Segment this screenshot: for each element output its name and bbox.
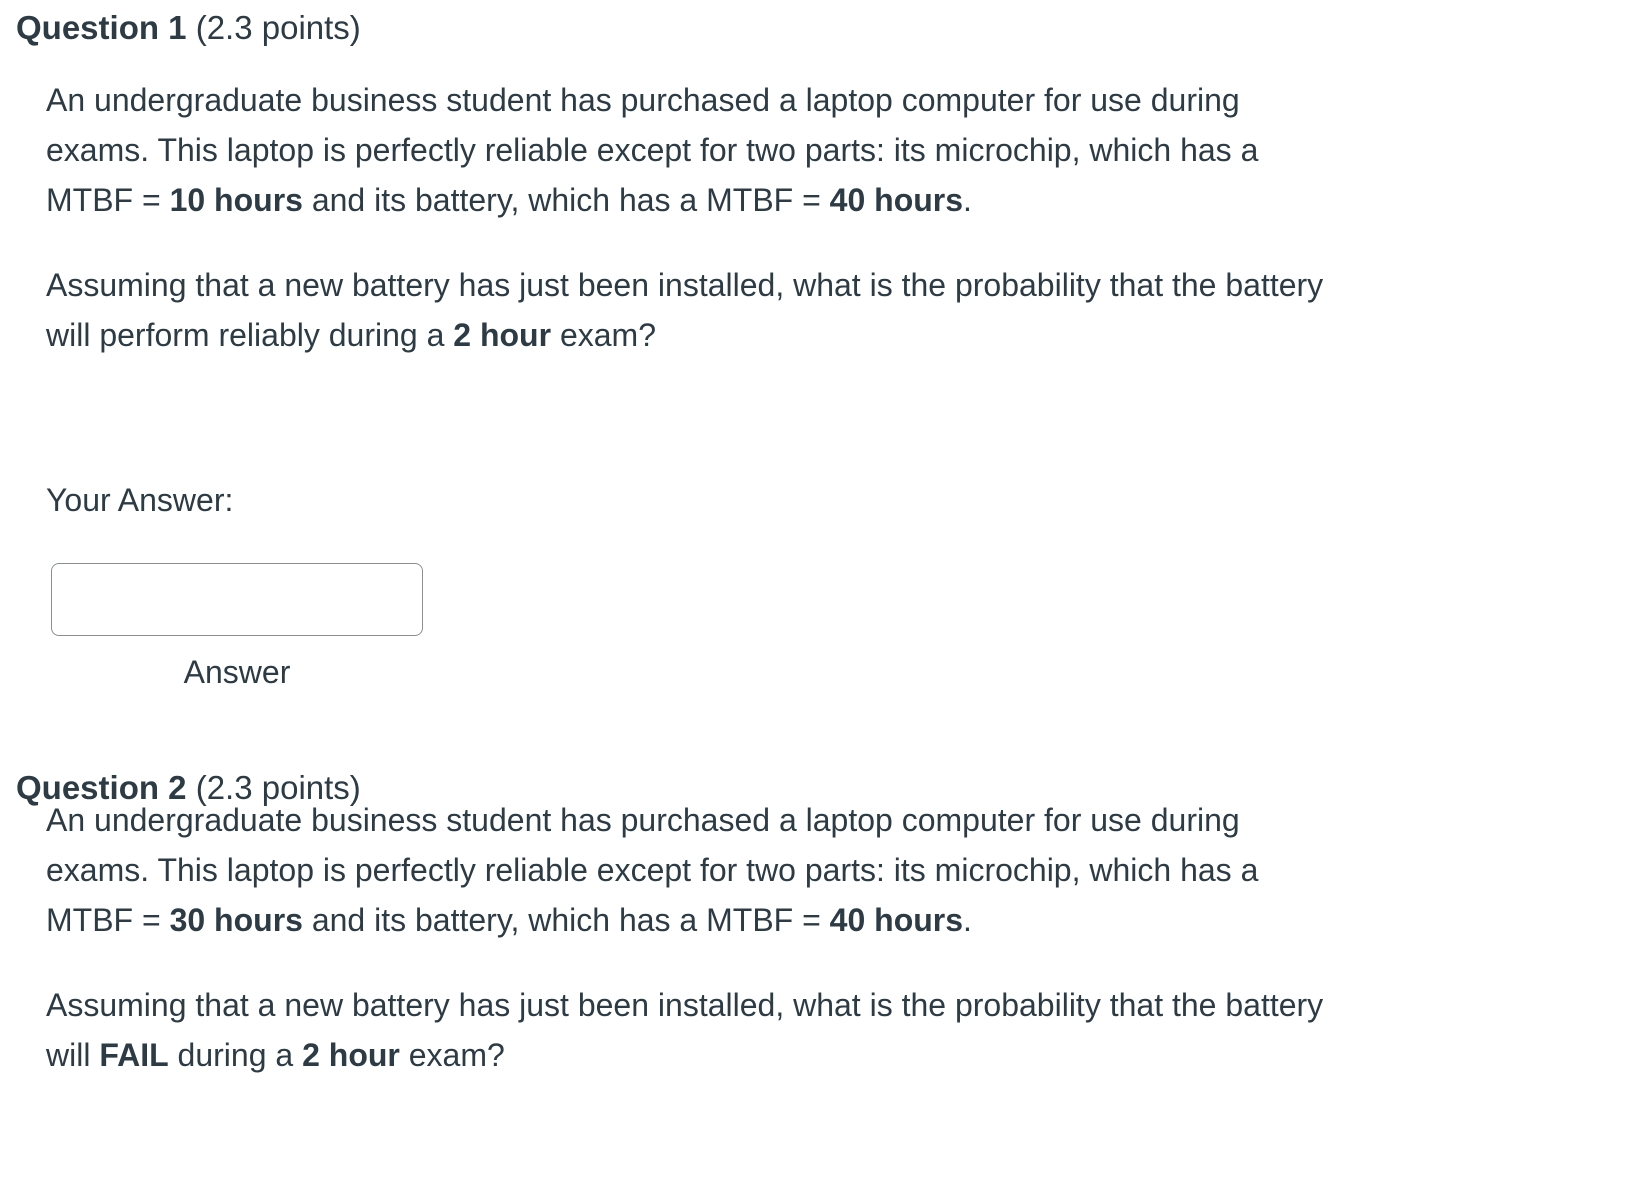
question-1-battery-mtbf: 40 hours <box>829 182 964 218</box>
question-1-paragraph-2 <box>46 260 1336 360</box>
question-2-text: Assuming that a new battery has just been installed, what is the probability that the battery will <box>46 987 1324 1073</box>
question-2-chip-mtbf: 30 hours <box>169 902 303 938</box>
question-2-text: during a <box>168 1037 303 1073</box>
question-2-text: . <box>963 902 972 938</box>
question-1-header <box>16 8 361 48</box>
question-2-text: exam? <box>399 1037 505 1073</box>
question-2-title: Question 2 <box>16 769 187 806</box>
question-2-battery-mtbf: 40 hours <box>829 902 964 938</box>
answer-input[interactable] <box>51 563 423 636</box>
question-1-duration: 2 hour <box>453 317 552 353</box>
your-answer-label: Your Answer: <box>46 482 234 518</box>
question-2-points: (2.3 points) <box>195 769 361 806</box>
answer-caption: Answer <box>183 654 291 690</box>
question-1-text: Assuming that a new battery has just been installed, what is the probability that the battery will perform reliably during a <box>46 267 1324 353</box>
question-1-text: exam? <box>551 317 656 353</box>
question-1-text: and its battery, which has a MTBF = <box>302 182 830 218</box>
question-1-title: Question 1 <box>16 9 187 46</box>
question-2-paragraph-1 <box>46 795 1336 945</box>
question-1-text: . <box>963 182 972 218</box>
question-2-text: An undergraduate business student has purchased a laptop computer for use during exams. This laptop is perfectly reliable except for two parts: its microchip, which has a MTBF = <box>46 802 1259 938</box>
question-1-paragraph-1 <box>46 75 1336 225</box>
question-2-paragraph-2 <box>46 980 1336 1080</box>
question-1-chip-mtbf: 10 hours <box>169 182 303 218</box>
question-2-fail-emphasis: FAIL <box>99 1037 169 1073</box>
question-2-duration: 2 hour <box>302 1037 400 1073</box>
question-1-points: (2.3 points) <box>195 9 361 46</box>
question-1-text: An undergraduate business student has purchased a laptop computer for use during exams. This laptop is perfectly reliable except for two parts: its microchip, which has a MTBF = <box>46 82 1259 218</box>
question-2-text: and its battery, which has a MTBF = <box>302 902 830 938</box>
